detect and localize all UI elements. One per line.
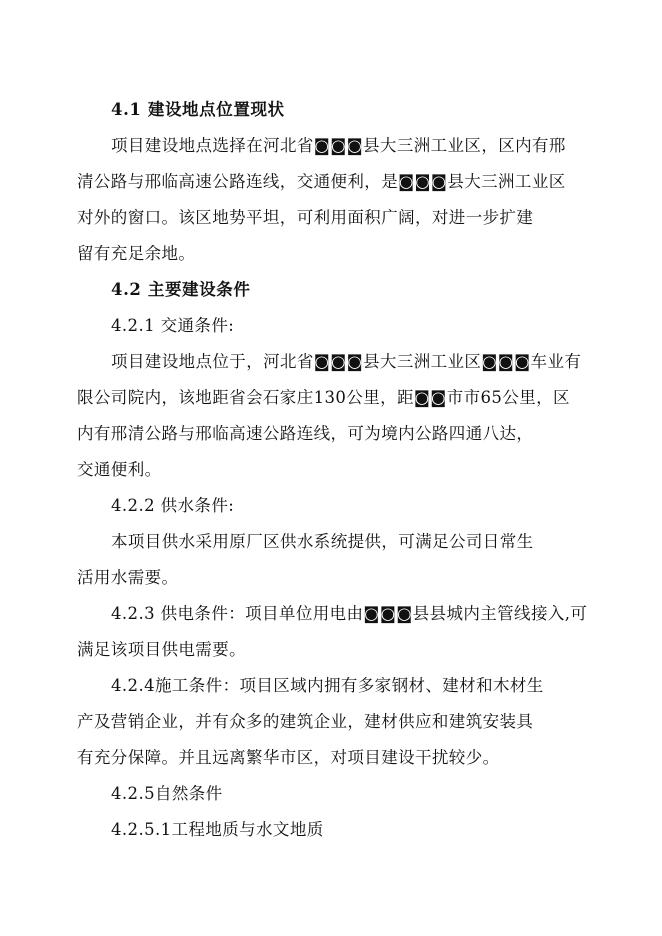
section-4-2-1-text-line-3: 内有邢清公路与邢临高速公路连线，可为境内公路四通八达， bbox=[77, 424, 534, 443]
section-4-2-1-heading: 4.2.1 交通条件: bbox=[111, 316, 235, 335]
section-4-2-5-1-heading: 4.2.5.1工程地质与水文地质 bbox=[111, 820, 324, 839]
section-4-2-4-text-line-3: 有充分保障。并且远离繁华市区，对项目建设干扰较少。 bbox=[77, 748, 500, 767]
section-4-2-1-text-line-1: 项目建设地点位于，河北省◙◙◙县大三洲工业区◙◙◙车业有 bbox=[111, 352, 582, 371]
section-4-2-3-text-line-1: 4.2.3 供电条件：项目单位用电由◙◙◙县县城内主管线接入,可 bbox=[111, 604, 588, 623]
section-4-2-4-text-line-1: 4.2.4施工条件：项目区域内拥有多家钢材、建材和木材生 bbox=[111, 676, 544, 695]
section-4-1-text-line-2: 清公路与邢临高速公路连线，交通便利，是◙◙◙县大三洲工业区 bbox=[77, 172, 566, 191]
section-4-2-2-heading: 4.2.2 供水条件: bbox=[111, 496, 235, 515]
section-4-1-text-line-4: 留有充足余地。 bbox=[77, 244, 196, 263]
section-4-2-3-text-line-2: 满足该项目供电需要。 bbox=[77, 640, 246, 659]
section-4-2-heading: 4.2 主要建设条件 bbox=[111, 280, 251, 299]
section-4-2-5-heading: 4.2.5自然条件 bbox=[111, 784, 223, 803]
section-4-2-1-text-line-2: 限公司院内，该地距省会石家庄130公里，距◙◙市市65公里，区 bbox=[77, 388, 570, 407]
section-4-1-text-line-3: 对外的窗口。该区地势平坦，可利用面积广阔，对进一步扩建 bbox=[77, 208, 534, 227]
section-4-1-text-line-1: 项目建设地点选择在河北省◙◙◙县大三洲工业区，区内有邢 bbox=[111, 136, 566, 155]
section-4-2-1-text-line-4: 交通便利。 bbox=[77, 460, 162, 479]
section-4-1-heading: 4.1 建设地点位置现状 bbox=[111, 100, 285, 119]
section-4-2-2-text-line-2: 活用水需要。 bbox=[77, 568, 179, 587]
section-4-2-4-text-line-2: 产及营销企业，并有众多的建筑企业，建材供应和建筑安装具 bbox=[77, 712, 534, 731]
section-4-2-2-text-line-1: 本项目供水采用原厂区供水系统提供，可满足公司日常生 bbox=[111, 532, 534, 551]
